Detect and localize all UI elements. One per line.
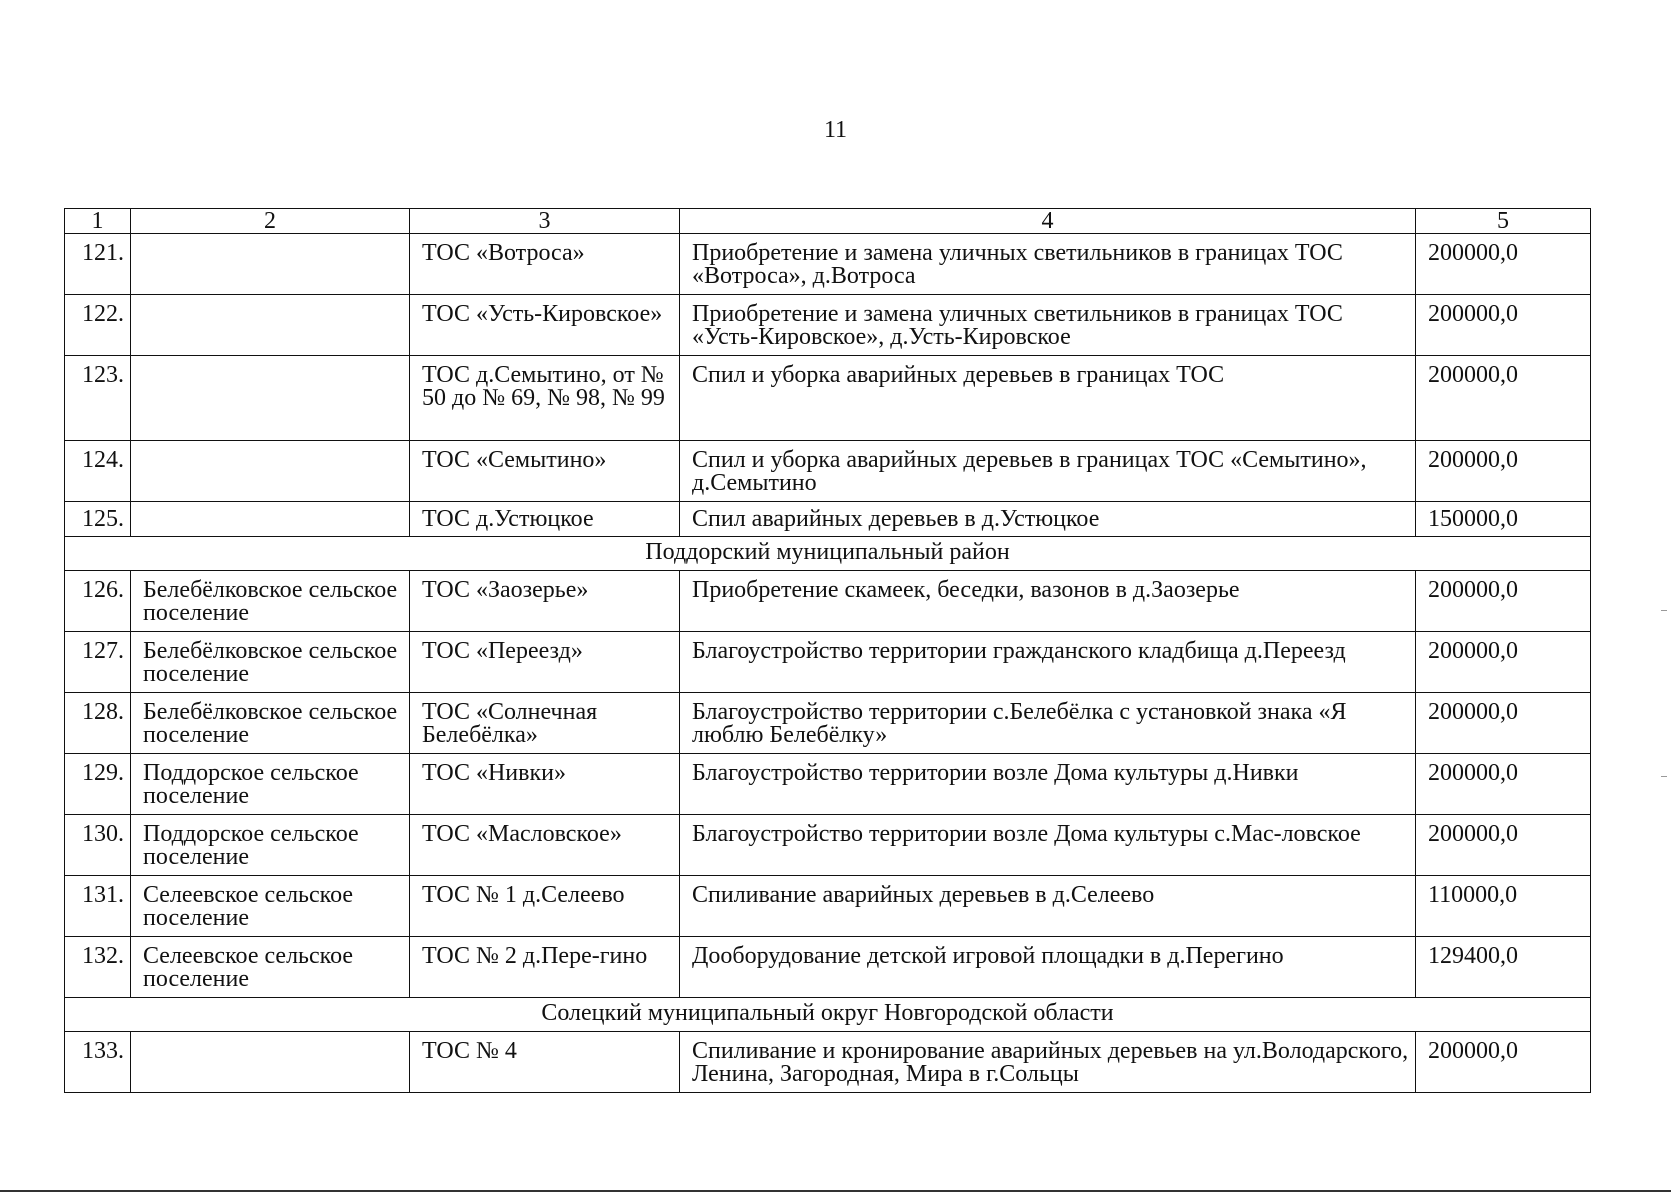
tos-name-cell: ТОС «Семытино» xyxy=(410,441,680,502)
bottom-rule xyxy=(0,1190,1671,1192)
tos-name-cell: ТОС «Вотроса» xyxy=(410,234,680,295)
tos-name-cell: ТОС № 2 д.Пере-гино xyxy=(410,937,680,998)
row-number: 122. xyxy=(65,295,131,356)
settlement-cell xyxy=(131,502,410,537)
table-row xyxy=(65,693,1591,754)
amount-cell: 200000,0 xyxy=(1416,815,1591,876)
activity-cell: Приобретение и замена уличных светильников в границах ТОС «Вотроса», д.Вотроса xyxy=(680,234,1416,295)
funding-table xyxy=(64,208,1591,1093)
settlement-cell xyxy=(131,356,410,441)
settlement-cell xyxy=(131,234,410,295)
tos-name-cell: ТОС № 1 д.Селеево xyxy=(410,876,680,937)
activity-cell: Дооборудование детской игровой площадки в д.Перегино xyxy=(680,937,1416,998)
activity-cell: Спил аварийных деревьев в д.Устюцкое xyxy=(680,502,1416,537)
amount-cell: 200000,0 xyxy=(1416,632,1591,693)
page-number: 11 xyxy=(823,117,848,143)
settlement-cell: Белебёлковское сельское поселение xyxy=(131,571,410,632)
settlement-cell: Поддорское сельское поселение xyxy=(131,754,410,815)
table-row xyxy=(65,754,1591,815)
section-heading-row xyxy=(65,537,1591,571)
row-number: 124. xyxy=(65,441,131,502)
row-number: 125. xyxy=(65,502,131,537)
table-row xyxy=(65,815,1591,876)
tos-name-cell: ТОС «Масловское» xyxy=(410,815,680,876)
row-number: 127. xyxy=(65,632,131,693)
amount-cell: 200000,0 xyxy=(1416,754,1591,815)
row-number: 121. xyxy=(65,234,131,295)
amount-cell: 200000,0 xyxy=(1416,234,1591,295)
tos-name-cell: ТОС «Нивки» xyxy=(410,754,680,815)
row-number: 133. xyxy=(65,1032,131,1093)
amount-cell: 129400,0 xyxy=(1416,937,1591,998)
settlement-cell: Селеевское сельское поселение xyxy=(131,937,410,998)
column-header: 5 xyxy=(1416,209,1591,234)
activity-cell: Благоустройство территории гражданского кладбища д.Переезд xyxy=(680,632,1416,693)
amount-cell: 200000,0 xyxy=(1416,441,1591,502)
amount-cell: 200000,0 xyxy=(1416,693,1591,754)
column-number-header-row xyxy=(65,209,1591,234)
amount-cell: 200000,0 xyxy=(1416,295,1591,356)
activity-cell: Приобретение скамеек, беседки, вазонов в д.Заозерье xyxy=(680,571,1416,632)
row-number: 132. xyxy=(65,937,131,998)
table-row xyxy=(65,295,1591,356)
tos-name-cell: ТОС «Переезд» xyxy=(410,632,680,693)
settlement-cell: Белебёлковское сельское поселение xyxy=(131,693,410,754)
section-title: Солецкий муниципальный округ Новгородской области xyxy=(65,998,1591,1032)
tos-name-cell: ТОС «Заозерье» xyxy=(410,571,680,632)
table-row xyxy=(65,441,1591,502)
column-header: 4 xyxy=(680,209,1416,234)
tos-name-cell: ТОС д.Семытино, от № 50 до № 69, № 98, № 99 xyxy=(410,356,680,441)
settlement-cell xyxy=(131,295,410,356)
activity-cell: Благоустройство территории с.Белебёлка с установкой знака «Я люблю Белебёлку» xyxy=(680,693,1416,754)
row-number: 131. xyxy=(65,876,131,937)
amount-cell: 200000,0 xyxy=(1416,1032,1591,1093)
table-row xyxy=(65,502,1591,537)
activity-cell: Спиливание и кронирование аварийных деревьев на ул.Володарского, Ленина, Загородная, Мира в г.Сольцы xyxy=(680,1032,1416,1093)
tos-name-cell: ТОС № 4 xyxy=(410,1032,680,1093)
amount-cell: 200000,0 xyxy=(1416,356,1591,441)
section-heading-row xyxy=(65,998,1591,1032)
table-row xyxy=(65,234,1591,295)
tos-name-cell: ТОС д.Устюцкое xyxy=(410,502,680,537)
activity-cell: Приобретение и замена уличных светильников в границах ТОС «Усть-Кировское», д.Усть-Кировское xyxy=(680,295,1416,356)
tos-name-cell: ТОС «Усть-Кировское» xyxy=(410,295,680,356)
table-row xyxy=(65,937,1591,998)
settlement-cell: Поддорское сельское поселение xyxy=(131,815,410,876)
amount-cell: 150000,0 xyxy=(1416,502,1591,537)
section-title: Поддорский муниципальный район xyxy=(65,537,1591,571)
settlement-cell xyxy=(131,1032,410,1093)
column-header: 2 xyxy=(131,209,410,234)
scan-mark xyxy=(1661,776,1667,777)
row-number: 130. xyxy=(65,815,131,876)
table-row xyxy=(65,356,1591,441)
activity-cell: Благоустройство территории возле Дома культуры д.Нивки xyxy=(680,754,1416,815)
column-header: 1 xyxy=(65,209,131,234)
activity-cell: Спил и уборка аварийных деревьев в границах ТОС xyxy=(680,356,1416,441)
row-number: 129. xyxy=(65,754,131,815)
activity-cell: Благоустройство территории возле Дома культуры с.Мас-ловское xyxy=(680,815,1416,876)
amount-cell: 200000,0 xyxy=(1416,571,1591,632)
row-number: 128. xyxy=(65,693,131,754)
settlement-cell: Белебёлковское сельское поселение xyxy=(131,632,410,693)
column-header: 3 xyxy=(410,209,680,234)
settlement-cell xyxy=(131,441,410,502)
table-row xyxy=(65,632,1591,693)
activity-cell: Спил и уборка аварийных деревьев в границах ТОС «Семытино», д.Семытино xyxy=(680,441,1416,502)
row-number: 123. xyxy=(65,356,131,441)
table-row xyxy=(65,876,1591,937)
activity-cell: Спиливание аварийных деревьев в д.Селеево xyxy=(680,876,1416,937)
table-row xyxy=(65,571,1591,632)
row-number: 126. xyxy=(65,571,131,632)
table-row xyxy=(65,1032,1591,1093)
scan-mark xyxy=(1661,610,1667,611)
amount-cell: 110000,0 xyxy=(1416,876,1591,937)
tos-name-cell: ТОС «Солнечная Белебёлка» xyxy=(410,693,680,754)
settlement-cell: Селеевское сельское поселение xyxy=(131,876,410,937)
